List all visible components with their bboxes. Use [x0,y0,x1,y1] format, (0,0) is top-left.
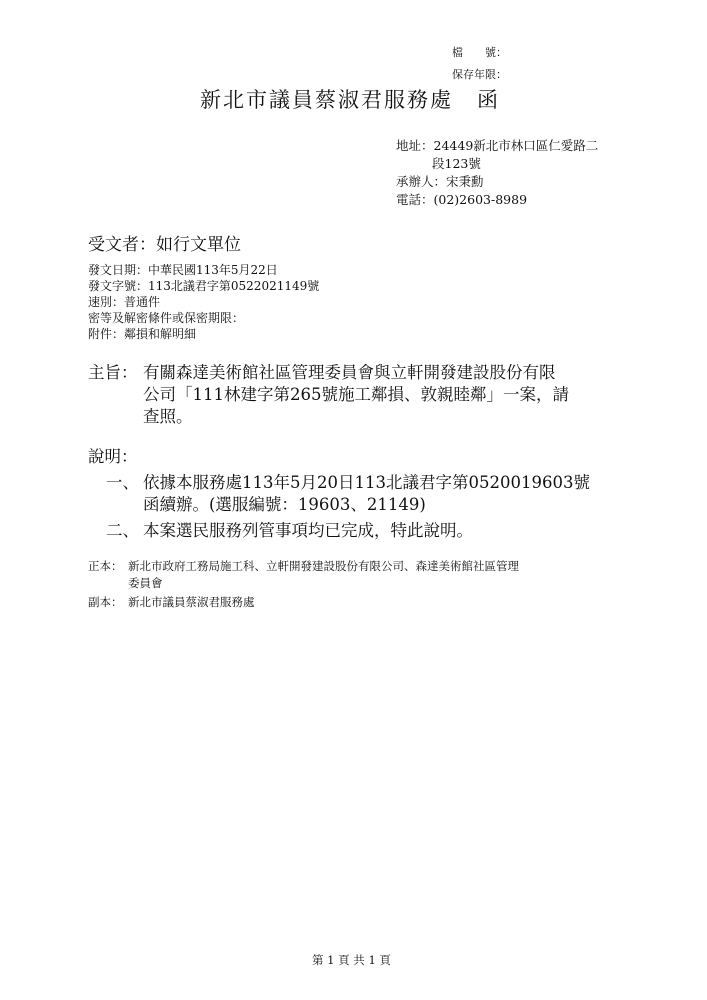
security-level: 密等及解密條件或保密期限： [88,311,245,325]
original-recipients-line-1: 新北市政府工務局施工科、立軒開發建設股份有限公司、森達美術館社區管理 [128,559,519,573]
address-line-1 [396,137,598,155]
office-name: 新北市議員蔡淑君服務處 [200,88,453,112]
recipient-value: 如行文單位 [156,235,241,255]
explanation-item-1-line-2: 函續辦。(選服編號：19603、21149) [143,495,426,514]
document-number: 發文字號：113北議君字第0522021149號 [88,279,320,293]
address-value: 24449新北市林口區仁愛路二 [433,138,599,153]
recipient-label: 受文者： [88,235,156,255]
phone-line [396,191,598,209]
contact-block [396,137,598,209]
phone-number: (02)2603-8989 [433,192,528,207]
handler-name: 宋秉勳 [446,174,484,189]
page-indicator: 第 1 頁 共 1 頁 [312,953,391,967]
recipient-line [88,230,241,255]
subject-line-3: 查照。 [143,407,193,426]
file-number-label: 檔 號： [452,46,507,59]
phone-label: 電話： [396,192,434,207]
address-label: 地址： [396,138,434,153]
document-type: 函 [477,88,500,112]
subject-label: 主旨： [88,363,138,382]
handler-label: 承辦人： [396,174,447,189]
address-line-2: 段123號 [432,156,481,171]
handler-line [396,173,598,191]
retention-period-label: 保存年限： [452,68,507,81]
subject-text [143,362,569,428]
explanation-label: 說明： [88,447,138,466]
attachment: 附件：鄰損和解明細 [88,327,197,341]
explanation-item-2: 本案選民服務列管事項均已完成，特此說明。 [143,521,473,540]
explanation-item-1 [143,472,590,516]
original-recipients [128,558,519,592]
copy-recipients: 新北市議員蔡淑君服務處 [128,595,255,609]
explanation-item-1-line-1: 依據本服務處113年5月20日113北議君字第0520019603號 [143,473,590,492]
copy-recipients-label: 副本： [88,595,123,609]
issue-date: 發文日期：中華民國113年5月22日 [88,263,278,277]
explanation-item-2-number: 二、 [106,521,139,540]
delivery-speed: 速別：普通件 [88,295,161,309]
original-recipients-line-2: 委員會 [128,576,163,590]
document-title [200,84,500,114]
document-fields [88,262,319,342]
subject-line-2: 公司「111林建字第265號施工鄰損、敦親睦鄰」一案，請 [143,385,569,404]
original-recipients-label: 正本： [88,559,123,573]
explanation-item-1-number: 一、 [106,473,139,492]
subject-line-1: 有關森達美術館社區管理委員會與立軒開發建設股份有限 [143,363,556,382]
